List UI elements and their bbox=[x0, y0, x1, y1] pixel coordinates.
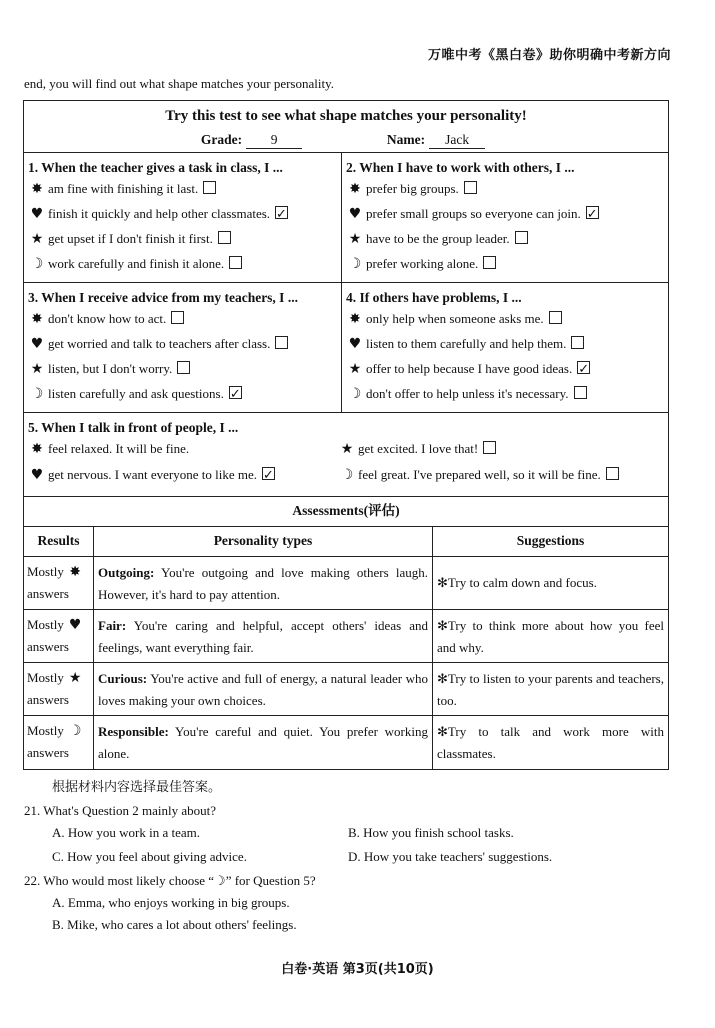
answer-choices bbox=[52, 825, 684, 865]
star-icon: ★ bbox=[30, 361, 44, 377]
name-label: Name: bbox=[386, 132, 426, 147]
option bbox=[347, 176, 668, 201]
checkbox[interactable] bbox=[483, 441, 496, 454]
checkbox-checked[interactable] bbox=[586, 206, 599, 219]
result-mostly: Mostly bbox=[27, 617, 64, 632]
type-cell bbox=[94, 610, 433, 662]
question-title: 4. If others have problems, I ... bbox=[346, 290, 522, 305]
type-description: You're outgoing and love making others laugh. However, it's hard to pay attention. bbox=[98, 565, 428, 602]
option-text: listen to them carefully and help them. bbox=[366, 336, 567, 351]
heart-icon: ♥ bbox=[348, 336, 362, 352]
checkbox[interactable] bbox=[203, 181, 216, 194]
choice-a[interactable]: A. How you work in a team. bbox=[52, 825, 201, 840]
moon-icon: ☽ bbox=[68, 723, 82, 739]
option-text: prefer big groups. bbox=[366, 181, 459, 196]
suggestion-cell: ✻Try to think more about how you feel and why. bbox=[437, 618, 664, 655]
result-mostly: Mostly bbox=[27, 723, 64, 738]
option bbox=[347, 331, 668, 356]
suggestion-cell: ✻Try to calm down and focus. bbox=[437, 575, 597, 590]
checkbox[interactable] bbox=[515, 231, 528, 244]
question-stem bbox=[24, 873, 684, 889]
option-text: am fine with finishing it last. bbox=[48, 181, 199, 196]
question-title: 5. When I talk in front of people, I ... bbox=[28, 420, 239, 435]
type-cell bbox=[94, 663, 433, 715]
option-text: listen, but I don't worry. bbox=[48, 361, 173, 376]
star-icon: ★ bbox=[340, 441, 354, 457]
suggestions-header: Suggestions bbox=[516, 533, 585, 548]
question-2 bbox=[342, 153, 668, 282]
checkbox[interactable] bbox=[549, 311, 562, 324]
option bbox=[347, 306, 668, 331]
star-icon: ★ bbox=[348, 361, 362, 377]
checkbox[interactable] bbox=[229, 256, 242, 269]
option bbox=[29, 381, 341, 406]
option bbox=[29, 436, 189, 461]
heart-icon: ♥ bbox=[30, 336, 44, 352]
personality-types-header: Personality types bbox=[94, 527, 433, 556]
grade-name-line bbox=[24, 132, 668, 149]
option-text: listen carefully and ask questions. bbox=[48, 386, 224, 401]
result-cell bbox=[24, 663, 94, 715]
option bbox=[29, 226, 341, 251]
option bbox=[339, 436, 496, 461]
result-mostly: Mostly bbox=[27, 670, 64, 685]
option bbox=[29, 251, 341, 276]
checkbox[interactable] bbox=[275, 336, 288, 349]
moon-icon: ☽ bbox=[30, 256, 44, 272]
star-icon: ★ bbox=[68, 670, 82, 686]
checkbox[interactable] bbox=[464, 181, 477, 194]
checkbox[interactable] bbox=[218, 231, 231, 244]
heart-icon: ♥ bbox=[348, 206, 362, 222]
result-mostly: Mostly bbox=[27, 564, 64, 579]
stem-prefix: 22. Who would most likely choose “ bbox=[24, 873, 215, 888]
suggestion-cell: ✻Try to talk and work more with classmates. bbox=[437, 724, 664, 761]
assessment-row bbox=[24, 663, 668, 716]
option-text: feel great. I've prepared well, so it will be fine. bbox=[358, 467, 601, 482]
heart-icon: ♥ bbox=[30, 206, 44, 222]
question-row-3-4 bbox=[24, 283, 668, 413]
option bbox=[347, 251, 668, 276]
option-text: finish it quickly and help other classmates. bbox=[48, 206, 271, 221]
option bbox=[29, 462, 275, 487]
page-header: 万唯中考《黑白卷》助你明确中考新方向 bbox=[427, 48, 671, 63]
moon-icon: ☽ bbox=[340, 467, 354, 483]
checkbox[interactable] bbox=[171, 311, 184, 324]
choice-a[interactable]: A. Emma, who enjoys working in big groups. bbox=[52, 895, 290, 910]
option bbox=[29, 331, 341, 356]
question-22 bbox=[24, 873, 684, 933]
moon-icon: ☽ bbox=[348, 256, 362, 272]
result-answers: answers bbox=[27, 586, 69, 601]
grade-label: Grade: bbox=[200, 132, 243, 147]
assessments-header-row bbox=[24, 497, 668, 527]
result-answers: answers bbox=[27, 692, 69, 707]
option bbox=[347, 356, 668, 381]
intro-text: end, you will find out what shape matches your personality. bbox=[24, 76, 335, 91]
checkbox-checked[interactable] bbox=[275, 206, 288, 219]
type-description: You're careful and quiet. You prefer working alone. bbox=[98, 724, 428, 761]
star-icon: ★ bbox=[348, 231, 362, 247]
option-text: offer to help because I have good ideas. bbox=[366, 361, 573, 376]
option-text: get excited. I love that! bbox=[358, 441, 479, 456]
type-description: You're active and full of energy, a natural leader who loves making your own choices. bbox=[98, 671, 428, 708]
type-name: Responsible: bbox=[98, 724, 169, 739]
question-title: 2. When I have to work with others, I ... bbox=[346, 160, 575, 175]
checkbox-checked[interactable] bbox=[229, 386, 242, 399]
assessment-column-headers bbox=[24, 527, 668, 557]
choice-d[interactable]: D. How you take teachers' suggestions. bbox=[348, 849, 553, 864]
choice-b[interactable]: B. Mike, who cares a lot about others' feelings. bbox=[52, 917, 297, 932]
question-1 bbox=[24, 153, 342, 282]
question-row-1-2 bbox=[24, 153, 668, 283]
checkbox[interactable] bbox=[606, 467, 619, 480]
option-text: feel relaxed. It will be fine. bbox=[48, 441, 190, 456]
question-3 bbox=[24, 283, 342, 412]
result-cell bbox=[24, 557, 94, 609]
suggestion-cell: ✻Try to listen to your parents and teachers, too. bbox=[437, 671, 664, 708]
checkbox-checked[interactable] bbox=[577, 361, 590, 374]
checkbox-checked[interactable] bbox=[262, 467, 275, 480]
type-name: Curious: bbox=[98, 671, 148, 686]
asterisk-icon: ✸ bbox=[349, 181, 361, 197]
option bbox=[339, 462, 619, 487]
question-title: 3. When I receive advice from my teachers, I ... bbox=[28, 290, 298, 305]
checkbox[interactable] bbox=[574, 386, 587, 399]
option-text: get upset if I don't finish it first. bbox=[48, 231, 213, 246]
checkbox[interactable] bbox=[571, 336, 584, 349]
option-text: work carefully and finish it alone. bbox=[48, 256, 225, 271]
heart-icon: ♥ bbox=[30, 467, 44, 483]
option bbox=[347, 381, 668, 406]
asterisk-icon: ✸ bbox=[349, 311, 361, 327]
moon-icon: ☽ bbox=[30, 386, 44, 402]
assessment-row bbox=[24, 610, 668, 663]
option-pair bbox=[24, 436, 668, 462]
result-cell bbox=[24, 610, 94, 662]
question-4 bbox=[342, 283, 668, 412]
asterisk-icon: ✸ bbox=[31, 181, 43, 197]
asterisk-icon: ✸ bbox=[69, 564, 81, 580]
option bbox=[29, 176, 341, 201]
option bbox=[347, 201, 668, 226]
page-footer: 白卷·英语 第3页(共10页) bbox=[281, 962, 434, 977]
questions-area bbox=[24, 776, 684, 933]
personality-test-table bbox=[23, 100, 669, 770]
assessment-row bbox=[24, 716, 668, 770]
checkbox[interactable] bbox=[177, 361, 190, 374]
option-text: get nervous. I want everyone to like me. bbox=[48, 467, 258, 482]
heart-icon: ♥ bbox=[68, 617, 82, 633]
type-name: Fair: bbox=[98, 618, 127, 633]
option-text: have to be the group leader. bbox=[366, 231, 510, 246]
choice-b[interactable]: B. How you finish school tasks. bbox=[348, 825, 514, 840]
type-description: You're caring and helpful, accept others' ideas and feelings, want everything fair. bbox=[98, 618, 428, 655]
test-title: Try this test to see what shape matches your personality! bbox=[165, 108, 527, 124]
grade-value: 9 bbox=[246, 132, 302, 149]
option-text: don't know how to act. bbox=[48, 311, 167, 326]
option-text: prefer small groups so everyone can join. bbox=[366, 206, 581, 221]
assessment-row bbox=[24, 557, 668, 610]
question-title: 1. When the teacher gives a task in class, I ... bbox=[28, 160, 283, 175]
question-stem: 21. What's Question 2 mainly about? bbox=[24, 803, 217, 818]
test-title-row bbox=[24, 101, 668, 153]
results-header: Results bbox=[24, 527, 94, 556]
assessments-title: Assessments(评估) bbox=[292, 503, 400, 518]
stem-suffix: ” for Question 5? bbox=[225, 873, 316, 888]
type-cell bbox=[94, 557, 433, 609]
option-text: don't offer to help unless it's necessary. bbox=[366, 386, 569, 401]
result-cell bbox=[24, 716, 94, 770]
option-pair bbox=[24, 462, 668, 488]
result-answers: answers bbox=[27, 745, 69, 760]
star-icon: ★ bbox=[30, 231, 44, 247]
option bbox=[29, 201, 341, 226]
question-5 bbox=[24, 413, 668, 497]
moon-icon: ☽ bbox=[214, 874, 226, 889]
moon-icon: ☽ bbox=[348, 386, 362, 402]
asterisk-icon: ✸ bbox=[31, 311, 43, 327]
option bbox=[347, 226, 668, 251]
option-text: only help when someone asks me. bbox=[366, 311, 544, 326]
instruction: 根据材料内容选择最佳答案。 bbox=[52, 780, 222, 795]
asterisk-icon: ✸ bbox=[31, 441, 43, 457]
option-text: get worried and talk to teachers after class. bbox=[48, 336, 271, 351]
type-name: Outgoing: bbox=[98, 565, 155, 580]
option-text: prefer working alone. bbox=[366, 256, 479, 271]
option bbox=[29, 306, 341, 331]
option bbox=[29, 356, 341, 381]
question-21 bbox=[24, 803, 684, 865]
choice-c[interactable]: C. How you feel about giving advice. bbox=[52, 849, 247, 864]
checkbox[interactable] bbox=[483, 256, 496, 269]
type-cell bbox=[94, 716, 433, 770]
name-value: Jack bbox=[429, 132, 485, 149]
result-answers: answers bbox=[27, 639, 69, 654]
